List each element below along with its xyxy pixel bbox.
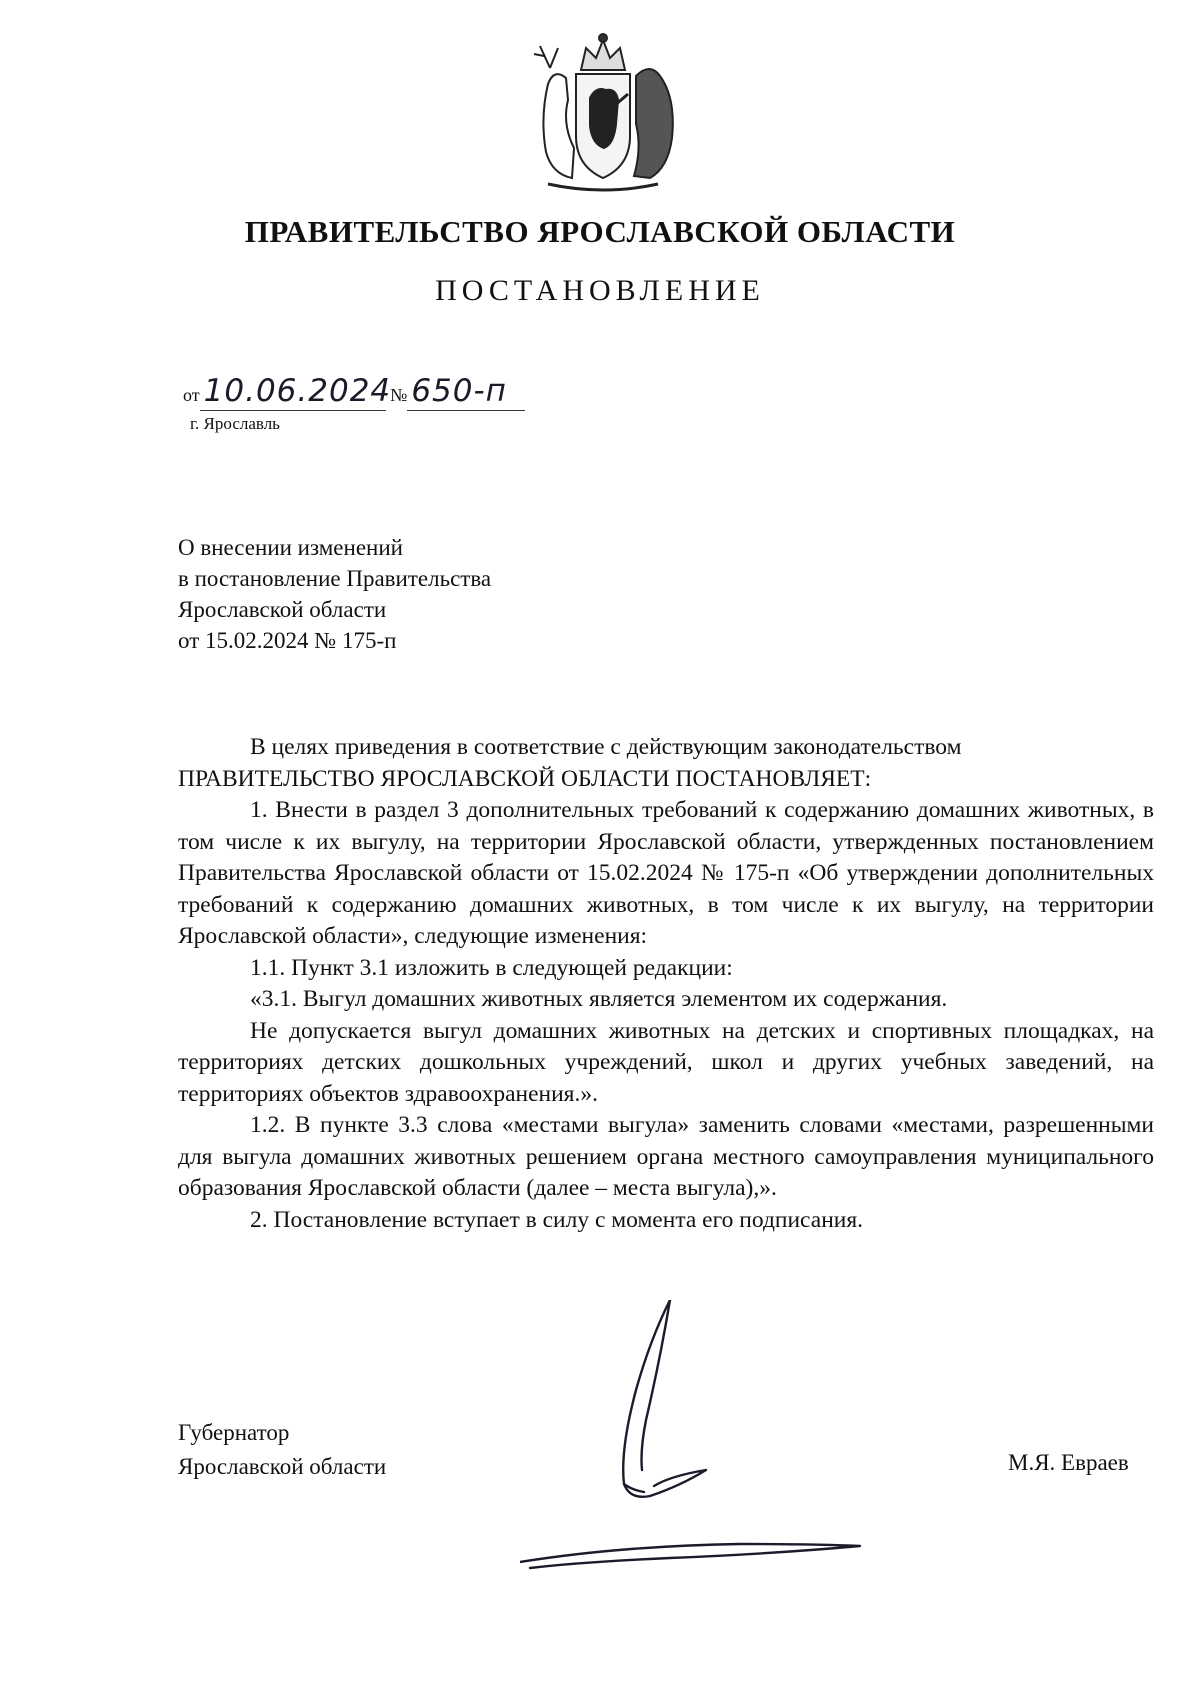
handwritten-signature xyxy=(520,1300,920,1590)
signatory-position xyxy=(178,1416,386,1484)
position-line: Губернатор xyxy=(178,1420,290,1445)
paragraph-item-1-1: 1.1. Пункт 3.1 изложить в следующей редакции: xyxy=(250,954,733,981)
paragraph-item-1-2: 1.2. В пункте 3.3 слова «местами выгула» заменить словами «местами, разрешенными для выгула домашних животных решением органа местного самоуправления муниципального образования Ярославской области (далее – места выгула),». xyxy=(178,1112,1154,1201)
paragraph-quote-1: «3.1. Выгул домашних животных является элементом их содержания. xyxy=(250,986,948,1012)
document-body xyxy=(178,732,1154,1236)
paragraph-quote-2: Не допускается выгул домашних животных на детских и спортивных площадках, на территориях детских дошкольных учреждений, школ и других учебных заведений, на территориях объектов здравоохранения.». xyxy=(178,1017,1154,1107)
preamble-line: ПРАВИТЕЛЬСТВО ЯРОСЛАВСКОЙ ОБЛАСТИ ПОСТАНОВЛЯЕТ: xyxy=(178,765,872,792)
subject-line: от 15.02.2024 № 175-п xyxy=(178,628,397,653)
date-number-line xyxy=(183,373,525,411)
subject-line: О внесении изменений xyxy=(178,535,403,560)
coat-of-arms-emblem xyxy=(518,28,688,198)
document-date: 10.06.2024 xyxy=(203,373,392,409)
organization-title: ПРАВИТЕЛЬСТВО ЯРОСЛАВСКОЙ ОБЛАСТИ xyxy=(244,214,956,249)
paragraph-item-1: 1. Внести в раздел 3 дополнительных требований к содержанию домашних животных, в том числе к их выгулу, на территории Ярославской области, утвержденных постановлением Правительства Ярославской области от 15.02.2024 № 175-п «Об утверждении дополнительных требований к содержанию домашних животных, в том числе к их выгулу, на территории Ярославской области», следующие изменения: xyxy=(178,797,1154,949)
position-line: Ярославской области xyxy=(178,1454,387,1479)
preamble-line: В целях приведения в соответствие с действующим законодательством xyxy=(250,734,962,760)
paragraph-item-2: 2. Постановление вступает в силу с момента его подписания. xyxy=(250,1206,864,1233)
document-subject xyxy=(178,532,491,656)
from-label: от xyxy=(183,385,200,405)
city: г. Ярославль xyxy=(190,414,280,433)
number-label: № xyxy=(390,385,408,405)
subject-line: Ярославской области xyxy=(178,597,387,622)
subject-line: в постановление Правительства xyxy=(178,566,492,591)
document-type: ПОСТАНОВЛЕНИЕ xyxy=(435,274,765,307)
document-number: 650-п xyxy=(411,373,507,409)
signatory-name: М.Я. Евраев xyxy=(1008,1450,1129,1475)
